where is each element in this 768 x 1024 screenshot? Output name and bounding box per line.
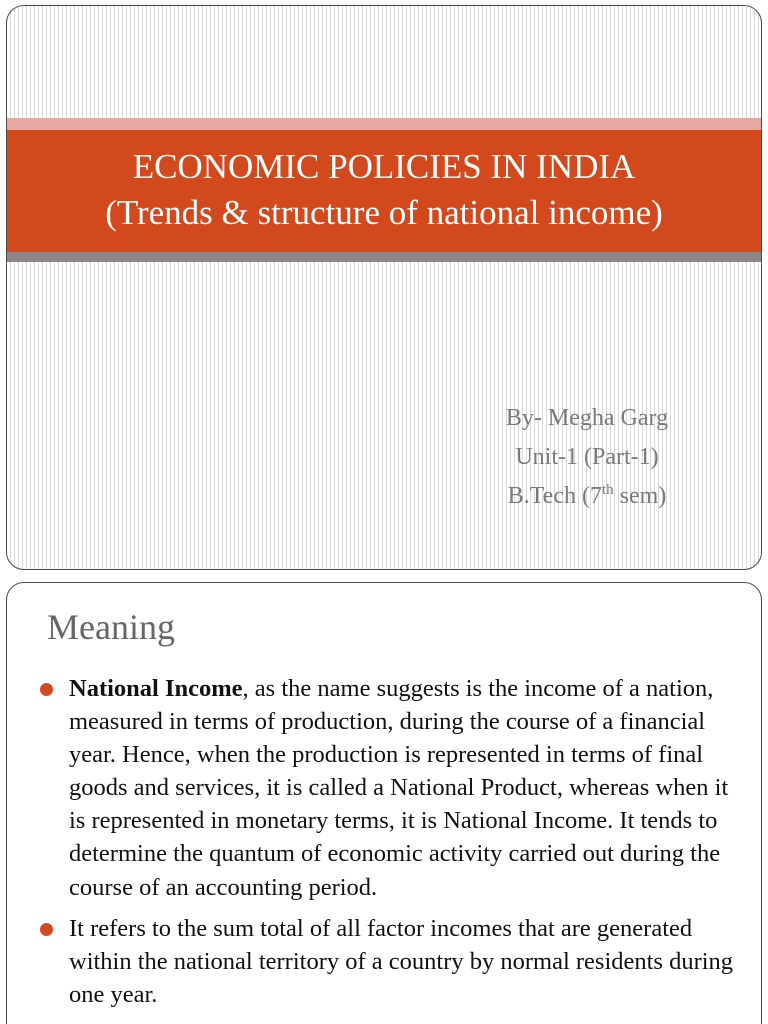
title-bottom-stripe [7, 252, 761, 262]
course-label [467, 477, 707, 516]
unit-label: Unit-1 (Part-1) [515, 444, 659, 470]
content-slide [6, 582, 762, 1024]
course-prefix: B.Tech (7 [507, 483, 602, 509]
course-superscript: th [601, 482, 614, 498]
title-line-2: (Trends & structure of national income) [105, 193, 663, 232]
title-top-stripe [7, 118, 761, 130]
bullet-dot-icon [40, 683, 53, 696]
list-item [7, 672, 761, 904]
bullet-text: , as the name suggests is the income of a nation, measured in terms of production, during the course of a financial year. Hence, when the production is represented in terms of final goods and services, it is called a National Product, whereas when it is represented in monetary terms, it is National Income. It tends to determine the quantum of economic activity carried out during the course of an accounting period. [69, 675, 729, 901]
list-item [7, 912, 761, 1011]
bullet-bold-term: National Income [69, 675, 243, 702]
slide-heading: Meaning [47, 607, 175, 647]
bullet-dot-icon [40, 923, 53, 936]
bullet-text: It refers to the sum total of all factor incomes that are generated within the national territory of a country by normal residents during one year. [69, 914, 734, 1008]
slide-title [7, 144, 761, 236]
title-slide [6, 5, 762, 570]
course-suffix: sem) [613, 483, 667, 509]
author-block [467, 399, 707, 516]
author-name: By- Megha Garg [505, 405, 669, 431]
bullet-list [7, 672, 761, 1019]
title-line-1: ECONOMIC POLICIES IN INDIA [132, 147, 636, 186]
